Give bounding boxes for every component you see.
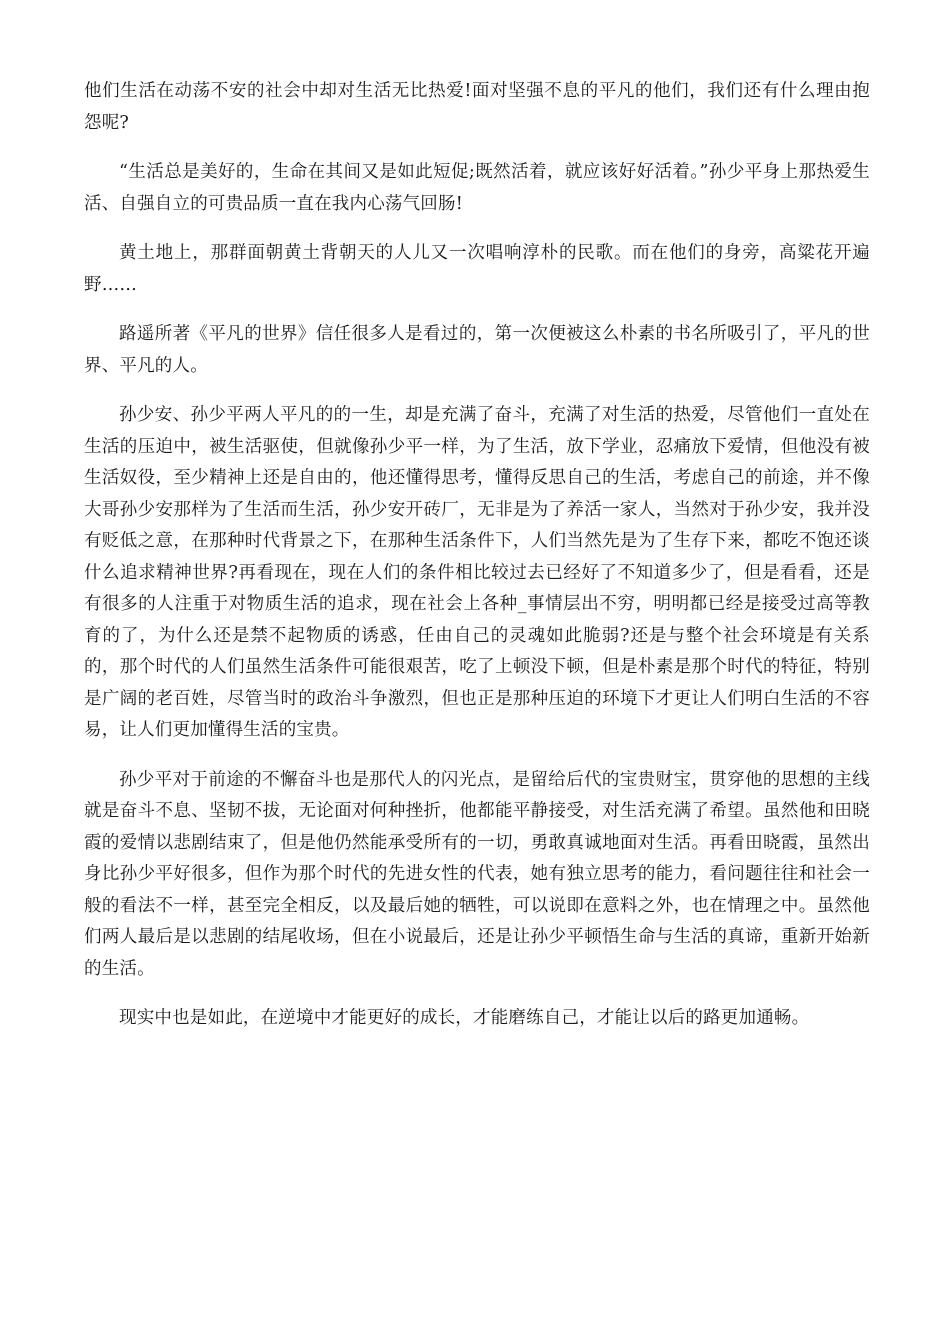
paragraph-7: 现实中也是如此，在逆境中才能更好的成长，才能磨练自己，才能让以后的路更加通畅。 <box>119 1008 810 1028</box>
paragraph-4: 路遥所著《平凡的世界》信任很多人是看过的，第一次便被这么朴素的书名所吸引了，平凡的世界、平凡的人。 <box>84 324 870 376</box>
paragraph-1: 他们生活在动荡不安的社会中却对生活无比热爱!面对坚强不息的平凡的他们，我们还有什么理由抱怨呢? <box>84 81 870 133</box>
paragraph-6: 孙少平对于前途的不懈奋斗也是那代人的闪光点，是留给后代的宝贵财宝，贯穿他的思想的主线就是奋斗不息、坚韧不拔，无论面对何种挫折，他都能平静接受，对生活充满了希望。虽然他和田晓霞的爱情以悲剧结束了，但是他仍然能承受所有的一切，勇敢真诚地面对生活。再看田晓霞，虽然出身比孙少平好很多，但作为那个时代的先进女性的代表，她有独立思考的能力，看问题往往和社会一般的看法不一样，甚至完全相反，以及最后她的牺牲，可以说即在意料之外，也在情理之中。虽然他们两人最后是以悲剧的结尾收场，但在小说最后，还是让孙少平顿悟生命与生活的真谛，重新开始新的生活。 <box>84 769 870 979</box>
paragraph-2: “生活总是美好的，生命在其间又是如此短促;既然活着，就应该好好活着。”孙少平身上那热爱生活、自强自立的可贵品质一直在我内心荡气回肠! <box>84 162 870 214</box>
paragraph-5: 孙少安、孙少平两人平凡的的一生，却是充满了奋斗，充满了对生活的热爱，尽管他们一直处在生活的压迫中，被生活驱使，但就像孙少平一样，为了生活，放下学业，忍痛放下爱情，但他没有被生活奴役，至少精神上还是自由的，他还懂得思考，懂得反思自己的生活，考虑自己的前途，并不像大哥孙少安那样为了生活而生活，孙少安开砖厂，无非是为了养活一家人，当然对于孙少安，我并没有贬低之意，在那种时代背景之下，在那种生活条件下，人们当然先是为了生存下来，都吃不饱还谈什么追求精神世界?再看现在，现在人们的条件相比较过去已经好了不知道多少了，但是看看，还是有很多的人注重于对物质生活的追求，现在社会上各种_事情层出不穷，明明都已经是接受过高等教育的了，为什么还是禁不起物质的诱惑，任由自己的灵魂如此脆弱?还是与整个社会环境是有关系的，那个时代的人们虽然生活条件可能很艰苦，吃了上顿没下顿，但是朴素是那个时代的特征，特别是广阔的老百姓，尽管当时的政治斗争激烈，但也正是那种压迫的环境下才更让人们明白生活的不容易，让人们更加懂得生活的宝贵。 <box>84 405 870 740</box>
paragraph-3: 黄土地上，那群面朝黄土背朝天的人儿又一次唱响淳朴的民歌。而在他们的身旁，高粱花开遍野…… <box>84 243 870 295</box>
document-body <box>84 76 870 1053</box>
